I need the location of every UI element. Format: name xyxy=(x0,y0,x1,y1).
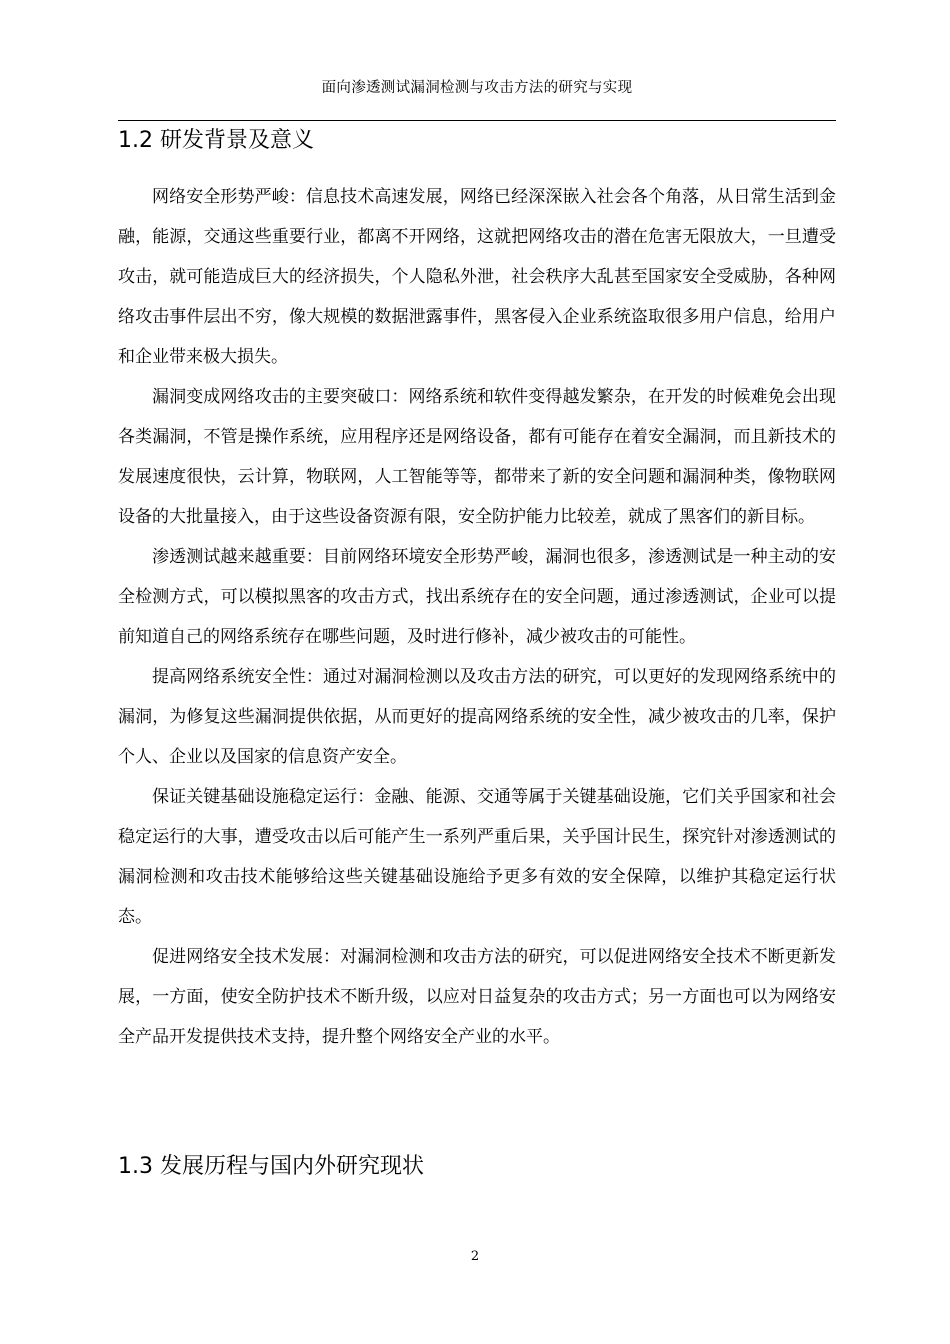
section-title: 研发背景及意义 xyxy=(160,128,315,153)
section-number: 1.2 xyxy=(118,128,153,153)
paragraph-security-situation: 网络安全形势严峻：信息技术高速发展，网络已经深深嵌入社会各个角落，从日常生活到金融，能源，交通这些重要行业，都离不开网络，这就把网络攻击的潜在危害无限放大，一旦遭受攻击，就可能造成巨大的经济损失，个人隐私外泄，社会秩序大乱甚至国家安全受威胁，各种网络攻击事件层出不穷，像大规模的数据泄露事件，黑客侵入企业系统盗取很多用户信息，给用户和企业带来极大损失。 xyxy=(118,187,836,367)
page-number: 2 xyxy=(470,1249,480,1264)
section-body xyxy=(118,177,836,1057)
paragraph-tech-development: 促进网络安全技术发展：对漏洞检测和攻击方法的研究，可以促进网络安全技术不断更新发展，一方面，使安全防护技术不断升级，以应对日益复杂的攻击方式；另一方面也可以为网络安全产品开发提供技术支持，提升整个网络安全产业的水平。 xyxy=(118,947,836,1047)
running-header: 面向渗透测试漏洞检测与攻击方法的研究与实现 xyxy=(321,80,633,96)
section-heading-1-2 xyxy=(118,126,836,156)
section-number: 1.3 xyxy=(118,1154,153,1179)
section-heading-1-3 xyxy=(118,1152,836,1182)
header-rule xyxy=(118,120,836,121)
paragraph-vulnerability-breakthrough: 漏洞变成网络攻击的主要突破口：网络系统和软件变得越发繁杂，在开发的时候难免会出现各类漏洞，不管是操作系统，应用程序还是网络设备，都有可能存在着安全漏洞，而且新技术的发展速度很快，云计算，物联网，人工智能等等，都带来了新的安全问题和漏洞种类，像物联网设备的大批量接入，由于这些设备资源有限，安全防护能力比较差，就成了黑客们的新目标。 xyxy=(118,387,836,527)
paragraph-critical-infrastructure: 保证关键基础设施稳定运行：金融、能源、交通等属于关键基础设施，它们关乎国家和社会稳定运行的大事，遭受攻击以后可能产生一系列严重后果，关乎国计民生，探究针对渗透测试的漏洞检测和攻击技术能够给这些关键基础设施给予更多有效的安全保障，以维护其稳定运行状态。 xyxy=(118,787,836,927)
paragraph-pentest-importance: 渗透测试越来越重要：目前网络环境安全形势严峻，漏洞也很多，渗透测试是一种主动的安全检测方式，可以模拟黑客的攻击方式，找出系统存在的安全问题，通过渗透测试，企业可以提前知道自己的网络系统存在哪些问题，及时进行修补，减少被攻击的可能性。 xyxy=(118,547,836,647)
section-title: 发展历程与国内外研究现状 xyxy=(160,1154,425,1179)
paragraph-improve-security: 提高网络系统安全性：通过对漏洞检测以及攻击方法的研究，可以更好的发现网络系统中的漏洞，为修复这些漏洞提供依据，从而更好的提高网络系统的安全性，减少被攻击的几率，保护个人、企业以及国家的信息资产安全。 xyxy=(118,667,836,767)
